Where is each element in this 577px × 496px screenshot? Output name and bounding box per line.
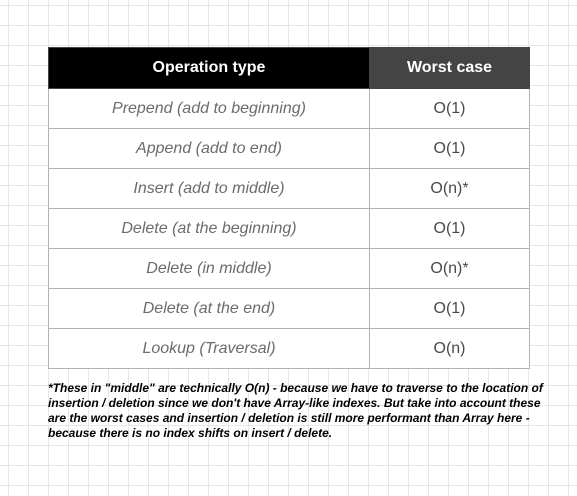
footnote-text: *These in "middle" are technically O(n) - because we have to traverse to the location of insertion / deletion since we don't have Array-like indexes. But take into account these are the worst cases and insertion / deletion is still more performant than Array here - because there is no index shifts on insert / delete. — [48, 381, 543, 440]
table-row — [49, 249, 530, 289]
operation-cell: Prepend (add to beginning) — [49, 89, 370, 129]
complexity-cell: O(n)* — [370, 169, 530, 209]
complexity-cell: O(1) — [370, 89, 530, 129]
complexity-cell: O(1) — [370, 129, 530, 169]
table-row — [49, 129, 530, 169]
complexity-cell: O(n) — [370, 329, 530, 369]
operation-cell: Delete (at the end) — [49, 289, 370, 329]
table-row — [49, 89, 530, 129]
complexity-cell: O(1) — [370, 209, 530, 249]
header-worst-case: Worst case — [370, 48, 530, 89]
complexity-table — [48, 47, 530, 369]
operation-cell: Lookup (Traversal) — [49, 329, 370, 369]
operation-cell: Append (add to end) — [49, 129, 370, 169]
table-row — [49, 329, 530, 369]
operation-cell: Delete (in middle) — [49, 249, 370, 289]
operation-cell: Insert (add to middle) — [49, 169, 370, 209]
table-header-row — [49, 48, 530, 89]
table-row — [49, 209, 530, 249]
complexity-cell: O(n)* — [370, 249, 530, 289]
operation-cell: Delete (at the beginning) — [49, 209, 370, 249]
complexity-cell: O(1) — [370, 289, 530, 329]
table-row — [49, 169, 530, 209]
header-operation-type: Operation type — [49, 48, 370, 89]
complexity-table-container — [48, 47, 529, 369]
table-row — [49, 289, 530, 329]
